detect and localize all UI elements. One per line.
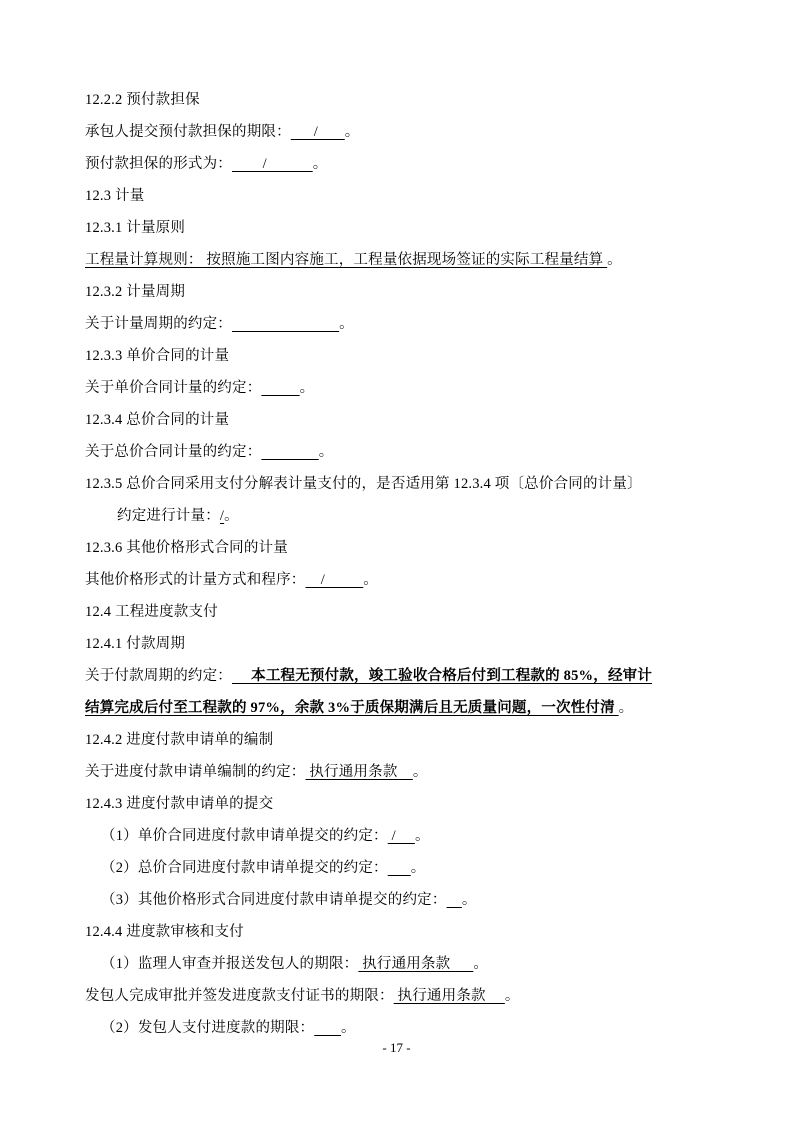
- paragraph-text: （2）发包人支付进度款的期限：: [101, 1020, 315, 1036]
- fill-in-blank: [261, 444, 318, 460]
- fill-in-blank: [261, 380, 299, 396]
- paragraph-tail: 。: [412, 764, 428, 780]
- paragraph-12-3-5-line1: [85, 468, 710, 500]
- paragraph-text: 发包人完成审批并签发进度款支付证书的期限：: [85, 988, 394, 1004]
- paragraph-text: 关于总价合同计量的约定：: [85, 444, 262, 460]
- paragraph-text: 12.3.2 计量周期: [85, 284, 186, 300]
- paragraph-text: 关于计量周期的约定：: [85, 316, 232, 332]
- heading-12-4-1: [85, 628, 710, 660]
- page-number: - 17 -: [382, 1040, 411, 1055]
- paragraph-text: 承包人提交预付款担保的期限：: [85, 124, 291, 140]
- page-footer: [0, 1040, 793, 1056]
- paragraph-12-3-5-line2: [85, 500, 710, 532]
- paragraph-quantity-calculation-rule: [85, 244, 710, 276]
- fill-in-blank: 结算完成后付至工程款的 97%，余款 3%于质保期满后且无质量问题，一次性付清: [85, 700, 619, 716]
- paragraph-text: 关于付款周期的约定：: [85, 668, 232, 684]
- paragraph-tail: 。: [618, 700, 634, 716]
- fill-in-blank: 本工程无预付款，竣工验收合格后付到工程款的 85%，经审计: [232, 668, 653, 684]
- paragraph-payment-cycle-line2: [85, 692, 710, 724]
- paragraph-other-price-measurement: [85, 564, 710, 596]
- paragraph-tail: 。: [461, 892, 477, 908]
- paragraph-unit-price-measurement: [85, 372, 710, 404]
- fill-in-blank: 执行通用条款: [393, 988, 505, 1004]
- paragraph-text: （1）单价合同进度付款申请单提交的约定：: [101, 828, 388, 844]
- paragraph-text: 关于单价合同计量的约定：: [85, 380, 262, 396]
- paragraph-tail: 。: [339, 316, 354, 332]
- paragraph-12-4-3-item1: [85, 820, 710, 852]
- paragraph-measurement-period: [85, 308, 710, 340]
- paragraph-text: （3）其他价格形式合同进度付款申请单提交的约定：: [101, 892, 447, 908]
- paragraph-12-4-3-item2: [85, 852, 710, 884]
- paragraph-text: 约定进行计量：: [117, 508, 220, 524]
- paragraph-text: 工程量计算规则：: [85, 252, 203, 268]
- paragraph-text: 12.4.3 进度付款申请单的提交: [85, 796, 274, 812]
- paragraph-text: 12.3 计量: [85, 188, 145, 204]
- paragraph-text: 12.4 工程进度款支付: [85, 604, 218, 620]
- fill-in-blank: [232, 316, 339, 332]
- paragraph-tail: 。: [312, 156, 328, 172]
- heading-12-3-2: [85, 276, 710, 308]
- paragraph-12-4-4-item1: [85, 948, 710, 980]
- paragraph-progress-application-preparation: [85, 756, 710, 788]
- paragraph-12-4-4-certificate-deadline: [85, 980, 710, 1012]
- paragraph-text: 12.4.4 进度款审核和支付: [85, 924, 244, 940]
- document-body: [85, 84, 710, 1044]
- heading-12-3-3: [85, 340, 710, 372]
- heading-12-4-4: [85, 916, 710, 948]
- paragraph-text: 12.3.6 其他价格形式合同的计量: [85, 540, 288, 556]
- paragraph-tail: 。: [363, 572, 378, 588]
- heading-12-4-progress-payment: [85, 596, 710, 628]
- paragraph-text: 12.3.4 总价合同的计量: [85, 412, 230, 428]
- paragraph-tail: 。: [224, 508, 239, 524]
- paragraph-text: （2）总价合同进度付款申请单提交的约定：: [101, 860, 388, 876]
- paragraph-tail: 。: [318, 444, 334, 460]
- paragraph-tail: 。: [414, 828, 430, 844]
- paragraph-tail: 。: [344, 124, 360, 140]
- fill-in-blank: /: [232, 156, 313, 172]
- fill-in-blank: [447, 892, 462, 908]
- heading-12-3-measurement: [85, 180, 710, 212]
- paragraph-payment-cycle-line1: [85, 660, 710, 692]
- paragraph-text: 关于进度付款申请单编制的约定：: [85, 764, 306, 780]
- paragraph-text: 12.3.3 单价合同的计量: [85, 348, 230, 364]
- paragraph-text: 12.4.1 付款周期: [85, 636, 186, 652]
- paragraph-tail: 。: [473, 956, 489, 972]
- paragraph-12-4-3-item3: [85, 884, 710, 916]
- fill-in-blank: 执行通用条款: [305, 764, 413, 780]
- fill-in-blank: /: [290, 124, 345, 140]
- fill-in-blank: /: [387, 828, 415, 844]
- fill-in-blank: [388, 860, 411, 876]
- paragraph-text: 其他价格形式的计量方式和程序：: [85, 572, 306, 588]
- paragraph-tail: 。: [341, 1020, 356, 1036]
- paragraph-12-2-2-heading: [85, 84, 710, 116]
- paragraph-tail: 。: [504, 988, 520, 1004]
- fill-in-blank: /: [305, 572, 364, 588]
- paragraph-text: 12.2.2 预付款担保: [85, 92, 200, 108]
- fill-in-blank: 按照施工图内容施工，工程量依据现场签证的实际工程量结算: [202, 252, 608, 268]
- paragraph-tail: 。: [299, 380, 315, 396]
- fill-in-blank: [314, 1020, 341, 1036]
- fill-in-blank: 执行通用条款: [358, 956, 474, 972]
- paragraph-text: 12.3.5 总价合同采用支付分解表计量支付的，是否适用第 12.3.4 项〔总价合同的计量〕: [85, 476, 642, 492]
- paragraph-text: （1）监理人审查并报送发包人的期限：: [101, 956, 359, 972]
- paragraph-advance-payment-guarantee-deadline: [85, 116, 710, 148]
- paragraph-text: 12.3.1 计量原则: [85, 220, 186, 236]
- paragraph-advance-payment-guarantee-form: [85, 148, 710, 180]
- heading-12-3-4: [85, 404, 710, 436]
- paragraph-tail: 。: [607, 252, 622, 268]
- paragraph-lump-sum-measurement: [85, 436, 710, 468]
- heading-12-3-1: [85, 212, 710, 244]
- heading-12-4-2: [85, 724, 710, 756]
- paragraph-text: 预付款担保的形式为：: [85, 156, 232, 172]
- paragraph-text: 12.4.2 进度付款申请单的编制: [85, 732, 274, 748]
- heading-12-4-3: [85, 788, 710, 820]
- paragraph-tail: 。: [410, 860, 426, 876]
- heading-12-3-6: [85, 532, 710, 564]
- fill-in-blank: /: [219, 508, 225, 524]
